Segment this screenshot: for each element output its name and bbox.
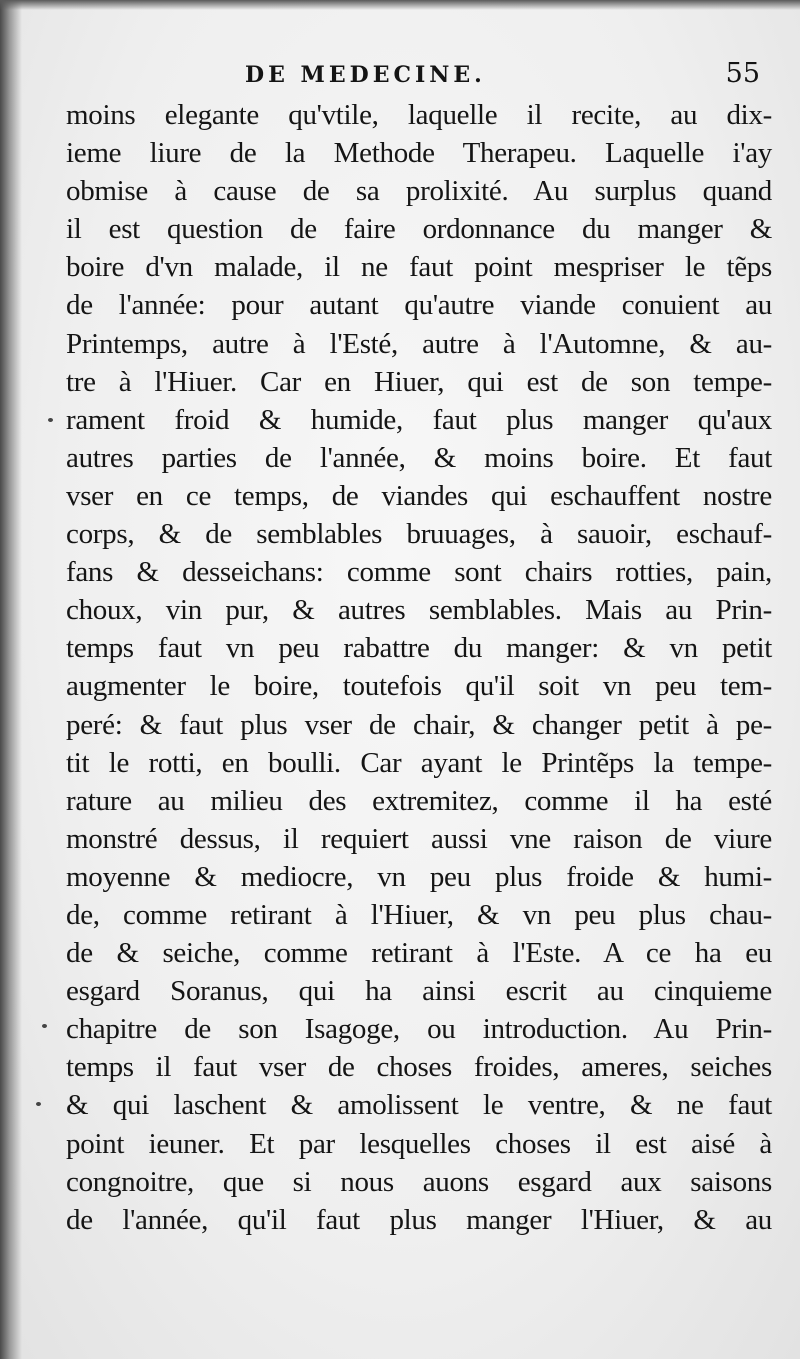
- text-line: moyenne & mediocre, vn peu plus froide & humi-: [66, 860, 772, 893]
- text-line: il est question de faire ordonnance du manger &: [66, 213, 772, 246]
- text-line: tre à l'Hiuer. Car en Hiuer, qui est de son tempe-: [66, 365, 772, 398]
- text-line: ieme liure de la Methode Therapeu. Laquelle i'ay: [66, 137, 772, 170]
- text-line: obmise à cause de sa prolixité. Au surplus quand: [66, 175, 772, 208]
- text-line: de & seiche, comme retirant à l'Este. A ce ha eu: [66, 937, 772, 970]
- text-line: rament froid & humide, faut plus manger qu'aux: [66, 403, 772, 436]
- text-line: de l'année: pour autant qu'autre viande conuient au: [66, 289, 772, 322]
- page-number: 55: [725, 58, 760, 89]
- ink-speck: [36, 1102, 41, 1106]
- text-line: de l'année, qu'il faut plus manger l'Hiuer, & au: [66, 1203, 772, 1236]
- text-line: choux, vin pur, & autres semblables. Mais au Prin-: [66, 594, 772, 627]
- text-line: monstré dessus, il requiert aussi vne raison de viure: [66, 822, 772, 855]
- body-text: [66, 96, 772, 1239]
- text-line: peré: & faut plus vser de chair, & changer petit à pe-: [66, 708, 772, 741]
- ink-speck: [48, 418, 53, 422]
- running-head: [70, 58, 770, 98]
- text-line: de, comme retirant à l'Hiuer, & vn peu plus chau-: [66, 898, 772, 931]
- text-line: rature au milieu des extremitez, comme il ha esté: [66, 784, 772, 817]
- top-edge-shadow: [0, 0, 800, 10]
- text-line: temps faut vn peu rabattre du manger: & vn petit: [66, 632, 772, 665]
- text-line: corps, & de semblables bruuages, à sauoir, eschauf-: [66, 518, 772, 551]
- text-line: congnoitre, que si nous auons esgard aux saisons: [66, 1165, 772, 1198]
- text-line: augmenter le boire, toutefois qu'il soit vn peu tem-: [66, 670, 772, 703]
- text-line: boire d'vn malade, il ne faut point mespriser le tẽps: [66, 251, 772, 284]
- text-line: temps il faut vser de choses froides, ameres, seiches: [66, 1051, 772, 1084]
- text-line: point ieuner. Et par lesquelles choses il est aisé à: [66, 1127, 772, 1160]
- text-line: moins elegante qu'vtile, laquelle il recite, au dix-: [66, 99, 772, 131]
- text-line: chapitre de son Isagoge, ou introduction. Au Prin-: [66, 1013, 772, 1046]
- text-line: esgard Soranus, qui ha ainsi escrit au cinquieme: [66, 975, 772, 1008]
- ink-speck: [42, 1024, 47, 1028]
- text-line: tit le rotti, en boulli. Car ayant le Printẽps la tempe-: [66, 746, 772, 779]
- text-line: autres parties de l'année, & moins boire. Et faut: [66, 441, 772, 474]
- text-line: vser en ce temps, de viandes qui eschauffent nostre: [66, 479, 772, 512]
- text-line: & qui laschent & amolissent le ventre, & ne faut: [66, 1089, 772, 1122]
- gutter-shadow: [0, 0, 22, 1359]
- running-title: DE MEDECINE.: [245, 62, 486, 88]
- text-line: Printemps, autre à l'Esté, autre à l'Automne, & au-: [66, 327, 772, 360]
- text-line: fans & desseichans: comme sont chairs rotties, pain,: [66, 556, 772, 589]
